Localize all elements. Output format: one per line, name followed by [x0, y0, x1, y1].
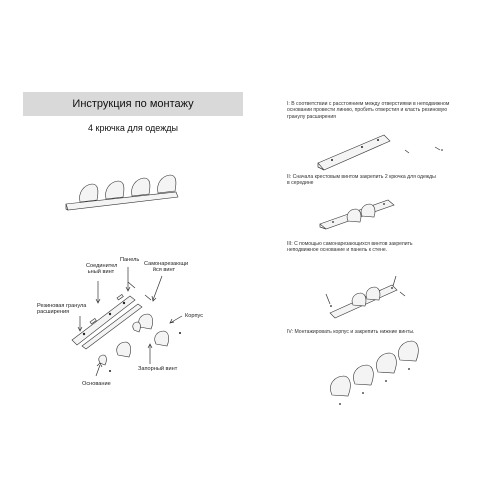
label-self-tapping-line1: Самонарезающи — [144, 261, 189, 267]
step-3-line-1: III: С помощью самонарезающихся винтов закрепить — [287, 241, 413, 247]
label-self-tapping-line2: йся винт — [152, 267, 176, 274]
label-rubber-line1: Резиновая гранула — [37, 303, 87, 309]
label-connecting-screw-line2: ьный винт — [87, 269, 115, 276]
label-body: Корпус — [185, 313, 204, 319]
label-lock-screw: Запорный винт — [138, 366, 178, 372]
label-rubber-line2: расширения — [37, 309, 70, 316]
step-1-line-3: гранулу расширения — [287, 113, 336, 120]
step-4-line-1: IV: Монтажировать корпус и закрепить нижние винты. — [287, 329, 415, 335]
step-3-line-2: неподвижное основание и панель к стене. — [287, 247, 388, 254]
page-title: Инструкция по монтажу — [72, 98, 194, 110]
page-subtitle: 4 крючка для одежды — [88, 123, 178, 133]
step-2-line-1: II: Сначала крестовым винтом закрепить 2 крючка для одежды — [287, 174, 436, 180]
step-1-line-1: I: В соответствии с расстоянием между отверстиями в неподвижном — [287, 101, 450, 107]
step-1-line-2: основании провести линию, пробить отверстия и класть резиновую — [287, 107, 448, 114]
step-2-line-2: в середине — [287, 180, 314, 187]
label-connecting-screw-line1: Соединител — [86, 263, 118, 269]
label-panel: Панель — [120, 257, 140, 263]
label-base: Основание — [82, 381, 111, 387]
